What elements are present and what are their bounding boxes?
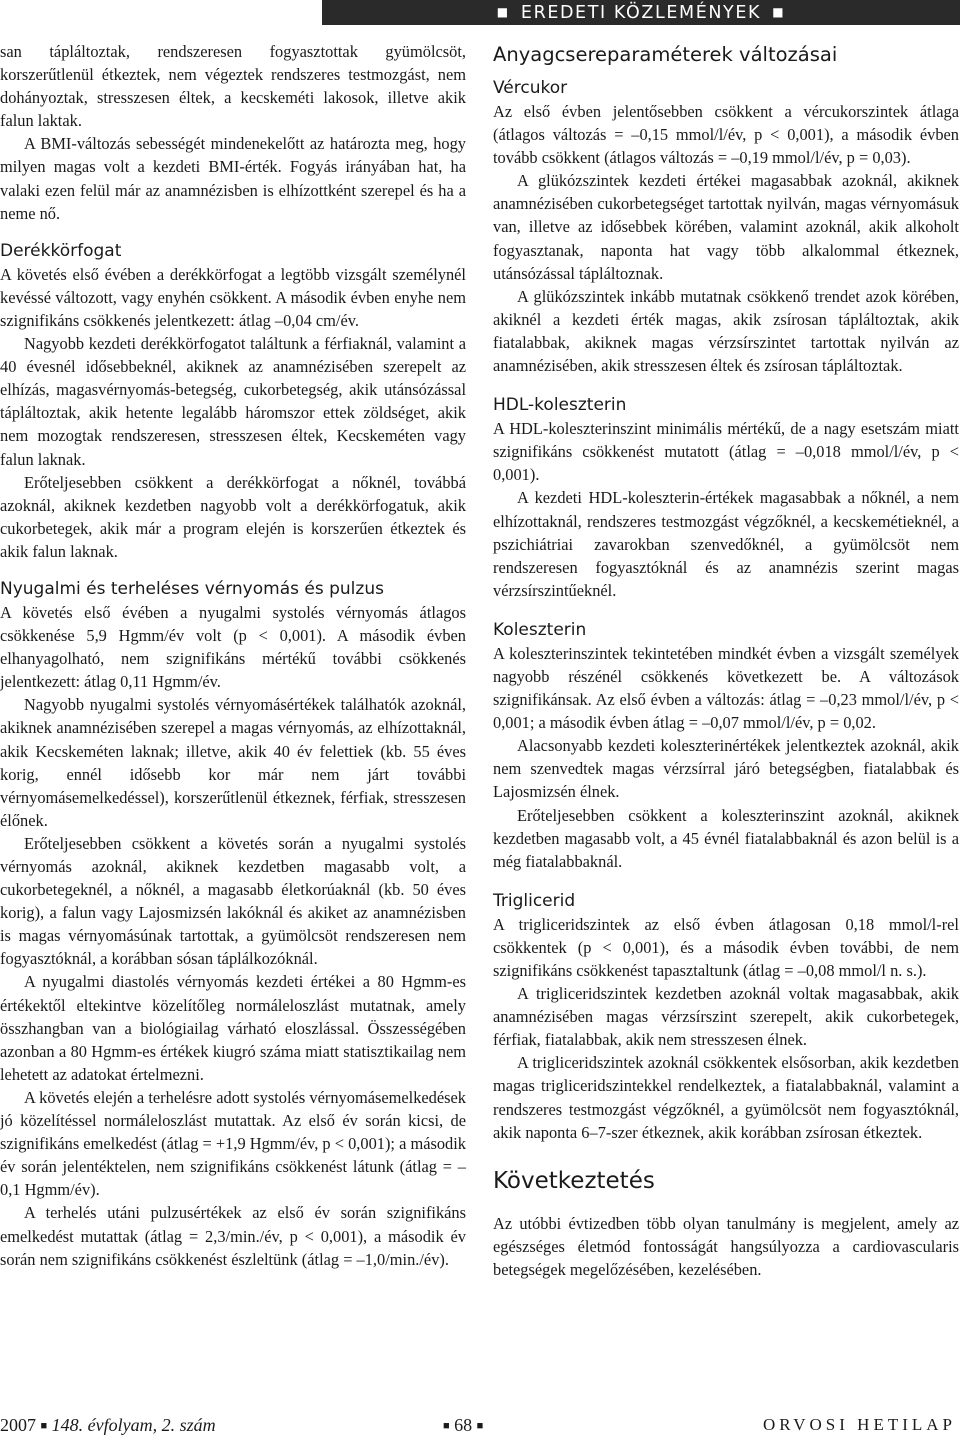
paragraph: Erőteljesebben csökkent a koleszterinszint azoknál, akiknek kezdetben magasabb volt, a 45 évnél fiatalabbaknál és azon belül is a még fiatalabbaknál. [493, 805, 959, 871]
paragraph: Az első évben jelentősebben csökkent a vércukorszintek átlaga (átlagos változás = –0,15 mmol/l/év, p < 0,001), a második évben tovább csökkent (átlagos változás = –0,19 mmol/l/év, p = 0,03). [493, 102, 959, 168]
paragraph: A nyugalmi diastolés vérnyomás kezdeti értékei a 80 Hgmm-es értékektől eltekintve közelítőleg normáleloszlást mutatnak, amely összhangban van a biológiailag várható eloszlással. Összességében azonban a 80 Hgmm-es értékek kiugró száma miatt statisztikailag nem lehetett az adatokat értelmezni. [0, 972, 466, 1084]
paragraph: Erőteljesebben csökkent a derékkörfogat a nőknél, továbbá azoknál, akiknek kezdetben nagyobb volt a derékkörfogatuk, akik cukorbetegek, akik már a program elején is korszerűen étkeztek és akik falun laknak. [0, 472, 466, 561]
paragraph: A trigliceridszintek kezdetben azoknál voltak magasabbak, akik anamnézisében magas vérzsírszint szerepelt, akik cukorbetegek, férfiak, fiatalabbak, akik nem stresszesen élnek. [493, 984, 959, 1050]
paragraph: Az utóbbi évtizedben több olyan tanulmány is megjelent, amely az egészséges életmód fontosságát hangsúlyozza a cardiovascularis betegségek megelőzésében, kezelésében. [493, 1213, 959, 1279]
footer-year: 2007 [0, 1415, 36, 1435]
paragraph: A glükózszintek inkább mutatnak csökkenő trendet azok körében, akiknél a kezdeti érték magas, akik zsírosan tápláltoztak, akik fiatalabbak, akiknek magas vérzsírszintet tartottak nyilván az anamnézisében, akik stresszesen éltek és zsírosan tápláltoztak. [493, 286, 959, 376]
paragraph: san tápláltoztak, rendszeresen fogyasztottak gyümölcsöt, korszerűtlenül étkeztek, nem végeztek rendszeres testmozgást, nem dohányoztak, stresszesen éltek, a kecskeméti lakosok, illetve akik falun laktak. [0, 42, 466, 131]
paragraph: A koleszterinszintek tekintetében mindkét évben a vizsgált személyek nagyobb részénél csökkenés következett be. A változások szignifikánsak. Az első évben a változás: átlag = –0,23 mmol/l/év, p < 0,001; a második évben átlag = –0,07 mmol/l/év, p = 0,02. [493, 643, 959, 733]
footer-marker: ■ [476, 1420, 484, 1432]
heading-vercukor: Vércukor [493, 78, 568, 98]
section-header [322, 0, 960, 25]
paragraph: Alacsonyabb kezdeti koleszterinértékek jelentkeztek azoknál, akik nem szenvedtek magas vérzsírral járó betegségben, fiatalabbak és Lajosmizsén élnek. [493, 736, 959, 802]
left-column [0, 40, 466, 1271]
footer-issue: 2. szám [161, 1415, 216, 1435]
heading-derekkorfogat: Derékkörfogat [0, 240, 122, 261]
paragraph: A HDL-koleszterinszint minimális mértékű, de a nagy esetszám miatt szignifikáns csökkenést mutatott (átlag = –0,018 mmol/l/év, p < 0,001). [493, 419, 959, 485]
paragraph: A BMI-változás sebességét mindenekelőtt az határozta meg, hogy milyen magas volt a kezdeti BMI-érték. Fogyás irányában hat, ha valaki ezen felül már az anamnézisben is elhízottként szerepel és ha a neme nő. [0, 134, 466, 223]
heading-anyagcsere: Anyagcsereparaméterek változásai [493, 43, 838, 66]
section-title: EREDETI KÖZLEMÉNYEK [520, 3, 762, 23]
paragraph: A trigliceridszintek az első évben átlagosan 0,18 mmol/l-rel csökkentek (p < 0,001), és a második évben további, de nem szignifikáns csökkenést tapasztaltunk (átlag = –0,08 mmol/l n. s.). [493, 914, 959, 980]
header-marker-right: ■ [772, 5, 786, 19]
paragraph: A glükózszintek kezdeti értékei magasabbak azoknál, akiknek anamnézisében cukorbetegséget tartottak nyilván, magas vérnyomásuk van, illetve az idősebbek körében, valamint azoknál, akik alkoholt fogyasztanak, naponta hat vagy több alkalommal étkeznek, utánsózással tápláltoznak. [493, 171, 959, 283]
heading-triglicerid: Triglicerid [493, 890, 576, 911]
footer-marker: ■ [443, 1420, 450, 1432]
paragraph: A követés elején a terhelésre adott systolés vérnyomásemelkedések jó közelítéssel normáleloszlást mutattak. Az első év során kicsi, de szignifikáns emelkedést (átlag = +1,9 Hgmm/év, p < 0,001); a második év során jelentéktelen, nem szignifikáns csökkenést látunk (átlag = –0,1 Hgmm/év). [0, 1087, 466, 1200]
header-marker-left: ■ [496, 5, 510, 19]
footer-page-number [443, 1410, 483, 1441]
paragraph: Nagyobb nyugalmi systolés vérnyomásértékek találhatók azoknál, akiknek anamnézisében szerepel a magas vérnyomás, az elhízottaknál, akik Kecskeméten laknak; illetve, akik 40 év felettiek (kb. 55 éves korig, ennél idősebb kor már nem járt további vérnyomásemelkedéssel), korszerűtlenül étkeznek, férfiak, stresszesen élőnek. [0, 695, 466, 830]
paragraph: A terhelés utáni pulzusértékek az első év során szignifikáns emelkedést mutattak (átlag = 2,3/min./év, p < 0,001), a második év során nem szignifikáns csökkenést észleltünk (átlag = –1,0/min./év). [0, 1203, 466, 1269]
page-footer [0, 1410, 960, 1440]
right-column [493, 40, 959, 1281]
paragraph: Erőteljesebben csökkent a követés során a nyugalmi systolés vérnyomás azoknál, akiknek kezdetben magasabb volt, a cukorbetegeknél, a nőknél, a magasabb életkorúaknál (kb. 50 éves korig), a falun vagy Lajosmizsén lakóknál és akiket az anamnézisben is magas vérnyomásúnak tartottak, a gyümölcsöt rendszeresen nem fogyasztóknál, a korábban sósan táplálkozóknál. [0, 833, 466, 969]
heading-koleszterin: Koleszterin [493, 619, 587, 640]
paragraph: Nagyobb kezdeti derékkörfogatot találtunk a férfiaknál, valamint a 40 évesnél idősebbeknél, akiknek az anamnézisében szerepelt az elhízás, magasvérnyomás-betegség, cukorbetegség, akik utánsózással tápláltoztak, akik hetente legalább háromszor ettek zöldséget, akik nem mozogtak rendszeresen, stresszesen éltek, Kecskeméten vagy falun laknak. [0, 334, 466, 469]
heading-kovetkeztetes: Következtetés [493, 1167, 655, 1194]
paragraph: A követés első évében a derékkörfogat a legtöbb vizsgált személynél kevéssé változott, vagy enyhén csökkent. A második évben enyhe nem szignifikáns csökkenés jelentkezett: átlag –0,04 cm/év. [0, 264, 466, 330]
heading-nyugalmi: Nyugalmi és terheléses vérnyomás és pulzus [0, 578, 384, 599]
footer-volume: 148. évfolyam, [51, 1415, 158, 1435]
page-number: 68 [454, 1415, 473, 1435]
heading-hdl: HDL-koleszterin [493, 395, 627, 416]
paragraph: A követés első évében a nyugalmi systolés vérnyomás átlagos csökkenése 5,9 Hgmm/év volt (p < 0,001). A második évben elhanyagolható, nem szignifikáns mértékű további csökkenés jelentkezett: átlag 0,11 Hgmm/év. [0, 602, 466, 692]
journal-name: ORVOSI HETILAP [763, 1415, 956, 1434]
footer-citation [0, 1410, 216, 1441]
paragraph: A kezdeti HDL-koleszterin-értékek magasabbak a nőknél, a nem elhízottaknál, rendszeres testmozgást végzőknél, a kecskemétieknél, a pszichiátriai zavarokban szenvedőknél, a gyümölcsöt nem rendszeresen fogyasztóknál és az anamnézis szerint magas vérzsírszintűeknél. [493, 488, 959, 600]
footer-marker: ■ [40, 1420, 48, 1432]
paragraph: A trigliceridszintek azoknál csökkentek elsősorban, akik kezdetben magas trigliceridszintekkel rendelkeztek, a fiatalabbaknál, valamint a rendszeres testmozgást végzőknél, a gyümölcsöt nem fogyasztóknál, akik naponta 6–7-szer étkeznek, akik korábban zsírosan étkeztek. [493, 1053, 959, 1142]
